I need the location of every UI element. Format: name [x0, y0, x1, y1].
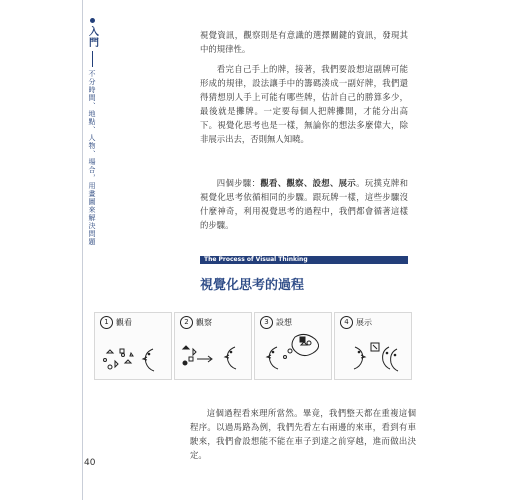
panel-title: 觀看 [116, 318, 132, 327]
paragraph-2-text: 看完自己手上的牌，接著，我們要設想這副牌可能形成的規律，設法讓手中的籌碼湊成一副好牌，我們還得猜想別人手上可能有哪些牌，估計自己的勝算多少，最後就是攤牌。一定要每個人把牌攤開，才能分出高下。視覺化思考也是一樣，無論你的想法多麼偉大，除非展示出去，否則無人知曉。 [200, 64, 408, 144]
figure-panel-look [94, 312, 172, 380]
panel-title: 觀察 [196, 318, 212, 327]
process-figure [94, 312, 412, 380]
panel-title: 展示 [356, 318, 372, 327]
paragraph-3 [200, 176, 408, 232]
sidebar-rule [82, 0, 83, 500]
paragraph-1 [200, 28, 408, 56]
bullet-dot-icon [90, 18, 95, 23]
paragraph-3-prefix: 四個步驟： [216, 178, 261, 188]
paragraph-3-steps: 觀看、觀察、設想、展示 [260, 178, 357, 188]
section-band: The Process of Visual Thinking [200, 256, 408, 264]
panel-title: 設想 [276, 318, 292, 327]
chapter-sidebar [85, 18, 99, 246]
paragraph-1-text: 視覺資訊，觀察則是有意識的選擇關鍵的資訊，發現其中的規律性。 [200, 30, 408, 54]
show-sketch [335, 327, 413, 379]
figure-panel-see [174, 312, 252, 380]
paragraph-2 [200, 62, 408, 146]
paragraph-3-text [200, 176, 408, 232]
see-sketch [175, 327, 253, 379]
paragraph-4-text: 這個過程看來理所當然。畢竟，我們整天都在重複這個程序。以過馬路為例，我們先看左右兩邊的來車，看到有車駛來，我們會設想能不能在車子到達之前穿越，進而做出決定。 [190, 408, 416, 460]
paragraph-3-suffix: 。玩撲克牌和視覺化思考依循相同的步驟。跟玩牌一樣，這些步驟沒什麼神奇，利用視覺思考的過程中，我們都會循著這樣的步驟。 [200, 178, 409, 230]
chapter-subtitle: 不分時間、地點、人物、場合，用畫圖來解決問題 [88, 70, 96, 246]
chapter-title: 入門 [86, 26, 98, 48]
imagine-sketch [255, 327, 333, 379]
section-heading: 視覺化思考的過程 [200, 278, 305, 293]
panel-number: 4 [340, 316, 353, 329]
panel-number: 1 [100, 316, 113, 329]
panel-number: 2 [180, 316, 193, 329]
look-sketch [95, 327, 173, 379]
figure-panel-show [334, 312, 412, 380]
paragraph-4 [190, 406, 416, 462]
page-number: 40 [84, 458, 96, 468]
panel-number: 3 [260, 316, 273, 329]
chapter-divider [92, 51, 93, 67]
figure-panel-imagine [254, 312, 332, 380]
